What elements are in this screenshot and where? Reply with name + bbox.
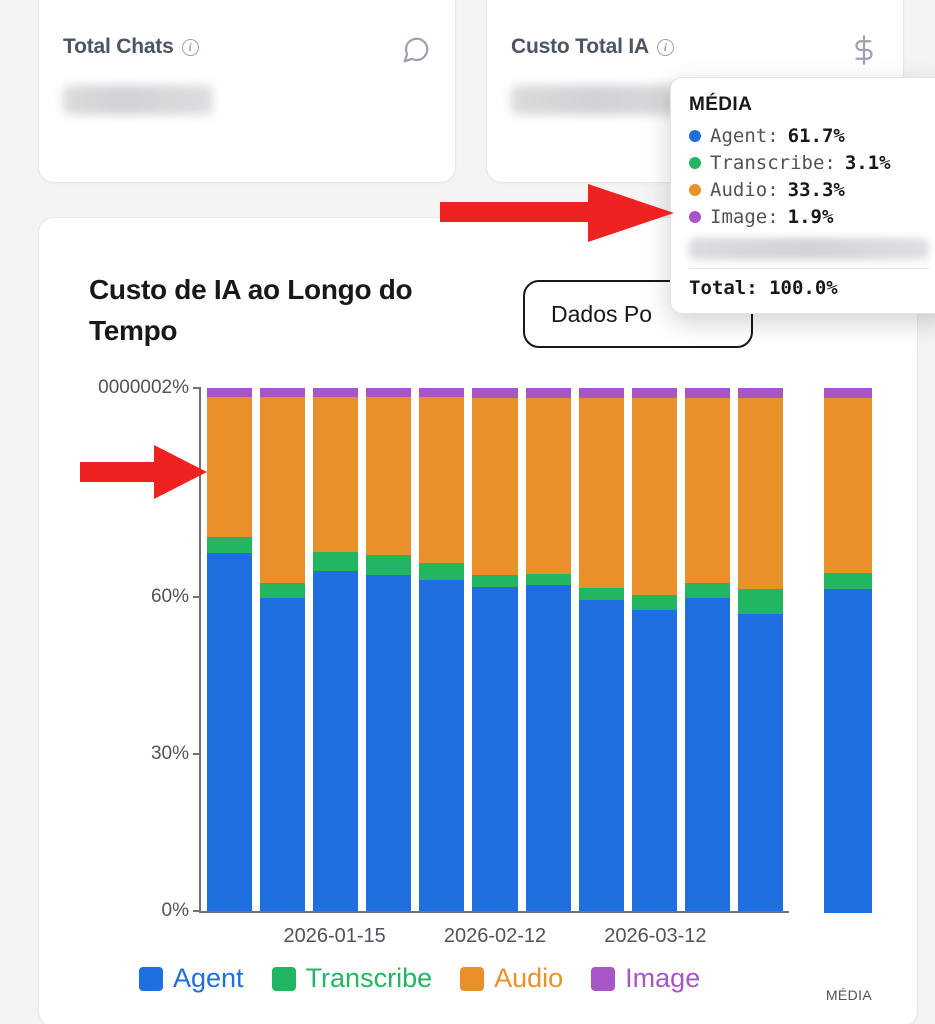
bar-segment-transcribe[interactable] <box>366 555 411 575</box>
arrow-to-tooltip-icon <box>438 178 678 253</box>
bar-segment-agent[interactable] <box>366 575 411 911</box>
x-axis-tick-label: 2026-03-12 <box>604 925 707 947</box>
bar-segment-image[interactable] <box>260 388 305 397</box>
y-axis-tick-mark <box>193 596 201 598</box>
tooltip-rows <box>689 125 929 228</box>
bar-segment-audio[interactable] <box>419 397 464 563</box>
average-segment-audio[interactable] <box>824 398 872 573</box>
bar-segment-image[interactable] <box>526 388 571 398</box>
tooltip-series-name: Audio: <box>710 179 779 201</box>
bar-segment-agent[interactable] <box>313 571 358 911</box>
tooltip-color-dot-icon <box>689 184 701 196</box>
y-axis-tick-label: 60% <box>151 586 201 608</box>
bar-segment-audio[interactable] <box>472 398 517 575</box>
chat-bubble-icon <box>401 35 431 70</box>
bar-segment-image[interactable] <box>685 388 730 398</box>
y-axis-tick-mark <box>193 753 201 755</box>
y-axis-tick-label: 0000002% <box>98 377 201 399</box>
bar-segment-image[interactable] <box>366 388 411 397</box>
bar-segment-audio[interactable] <box>366 397 411 555</box>
tooltip-series-value: 61.7% <box>787 125 845 147</box>
average-segment-agent[interactable] <box>824 589 872 913</box>
bar-segment-image[interactable] <box>579 388 624 398</box>
legend-swatch-icon <box>460 967 484 991</box>
chart-bar[interactable] <box>526 388 571 911</box>
chart-title: Custo de IA ao Longo do Tempo <box>89 274 413 346</box>
bar-segment-transcribe[interactable] <box>313 552 358 571</box>
bar-segment-image[interactable] <box>738 388 783 398</box>
tooltip-series-value: 33.3% <box>787 179 845 201</box>
arrow-to-chart-icon <box>78 440 210 509</box>
y-axis-tick-label: 0% <box>162 900 201 922</box>
bar-segment-transcribe[interactable] <box>472 575 517 587</box>
tooltip-color-dot-icon <box>689 211 701 223</box>
bar-segment-image[interactable] <box>313 388 358 397</box>
average-bar-label: MÉDIA <box>825 987 873 1003</box>
tooltip-series-value: 3.1% <box>844 152 891 174</box>
bar-segment-agent[interactable] <box>419 580 464 911</box>
kpi-header <box>63 35 431 59</box>
y-axis-tick-mark <box>193 910 201 912</box>
bar-segment-image[interactable] <box>632 388 677 398</box>
info-icon[interactable]: i <box>657 39 674 56</box>
stacked-bars[interactable] <box>201 388 789 911</box>
bar-segment-agent[interactable] <box>579 600 624 911</box>
average-segment-transcribe[interactable] <box>824 573 872 589</box>
tooltip-row <box>689 152 929 174</box>
average-segment-image[interactable] <box>824 388 872 398</box>
tooltip-series-name: Transcribe: <box>710 152 836 174</box>
dollar-icon <box>849 35 879 70</box>
kpi-title: Custo Total IA <box>511 35 649 58</box>
tooltip-hidden-row <box>689 238 929 260</box>
chart-bar[interactable] <box>579 388 624 911</box>
bar-segment-image[interactable] <box>207 388 252 397</box>
chart-bar[interactable] <box>366 388 411 911</box>
chart-plot-area <box>98 377 789 947</box>
legend-item-agent[interactable] <box>139 963 244 994</box>
tooltip-series-name: Image: <box>710 206 779 228</box>
legend-swatch-icon <box>139 967 163 991</box>
bar-segment-agent[interactable] <box>207 553 252 911</box>
bar-segment-audio[interactable] <box>313 397 358 552</box>
tooltip-row <box>689 206 929 228</box>
bar-segment-audio[interactable] <box>738 398 783 589</box>
tooltip-row <box>689 125 929 147</box>
average-stacked-bar[interactable] <box>824 388 872 913</box>
chart-bar[interactable] <box>685 388 730 911</box>
tooltip-divider <box>689 268 929 269</box>
legend-swatch-icon <box>591 967 615 991</box>
bar-segment-agent[interactable] <box>632 610 677 911</box>
legend-swatch-icon <box>272 967 296 991</box>
bar-segment-agent[interactable] <box>685 598 730 911</box>
bar-segment-audio[interactable] <box>632 398 677 595</box>
bar-segment-agent[interactable] <box>472 587 517 911</box>
chart-legend <box>139 963 700 994</box>
legend-item-audio[interactable] <box>460 963 563 994</box>
tooltip-color-dot-icon <box>689 130 701 142</box>
bar-segment-transcribe[interactable] <box>738 589 783 614</box>
bar-segment-agent[interactable] <box>526 585 571 911</box>
bar-segment-transcribe[interactable] <box>579 588 624 600</box>
tooltip-series-value: 1.9% <box>787 206 834 228</box>
bar-segment-transcribe[interactable] <box>419 563 464 580</box>
bar-segment-audio[interactable] <box>526 398 571 574</box>
x-axis-tick-label: 2026-01-15 <box>283 925 386 947</box>
bar-segment-audio[interactable] <box>260 397 305 582</box>
average-bar-group[interactable] <box>814 388 884 1003</box>
legend-label: Audio <box>494 963 564 993</box>
bar-segment-transcribe[interactable] <box>685 583 730 599</box>
tooltip-color-dot-icon <box>689 157 701 169</box>
bar-segment-transcribe[interactable] <box>207 537 252 553</box>
y-axis-tick-mark <box>193 387 201 389</box>
bar-segment-audio[interactable] <box>685 398 730 583</box>
bar-segment-transcribe[interactable] <box>526 574 571 584</box>
legend-item-image[interactable] <box>591 963 700 994</box>
chart-bar[interactable] <box>260 388 305 911</box>
x-axis-tick-label: 2026-02-12 <box>443 925 547 947</box>
chart-tooltip <box>670 77 935 314</box>
bar-segment-transcribe[interactable] <box>632 595 677 610</box>
kpi-title: Total Chats <box>63 35 174 58</box>
bar-segment-image[interactable] <box>419 388 464 397</box>
data-mode-toggle-label: Dados Po <box>551 300 653 327</box>
bar-segment-transcribe[interactable] <box>260 583 305 599</box>
bar-segment-audio[interactable] <box>579 398 624 588</box>
tooltip-title: MÉDIA <box>689 94 753 115</box>
legend-label: Image <box>625 963 701 993</box>
ai-cost-chart-card <box>38 217 918 1024</box>
bar-segment-image[interactable] <box>472 388 517 398</box>
tooltip-row <box>689 179 929 201</box>
chart-bar[interactable] <box>207 388 252 911</box>
chart-bar[interactable] <box>419 388 464 911</box>
tooltip-series-name: Agent: <box>710 125 779 147</box>
bar-segment-agent[interactable] <box>260 598 305 911</box>
bar-segment-audio[interactable] <box>207 397 252 537</box>
kpi-header <box>511 35 879 59</box>
legend-label: Agent <box>173 963 244 993</box>
chart-bar[interactable] <box>313 388 358 911</box>
kpi-card-total-chats[interactable] <box>38 0 456 183</box>
chart-bar[interactable] <box>738 388 783 911</box>
kpi-value-hidden <box>63 85 213 115</box>
y-axis-tick-label: 30% <box>151 743 201 765</box>
chart-bar[interactable] <box>632 388 677 911</box>
bar-segment-agent[interactable] <box>738 614 783 911</box>
tooltip-total: Total: 100.0% <box>689 277 838 299</box>
info-icon[interactable]: i <box>182 39 199 56</box>
chart-bar[interactable] <box>472 388 517 911</box>
legend-item-transcribe[interactable] <box>272 963 433 994</box>
legend-label: Transcribe <box>305 963 433 993</box>
